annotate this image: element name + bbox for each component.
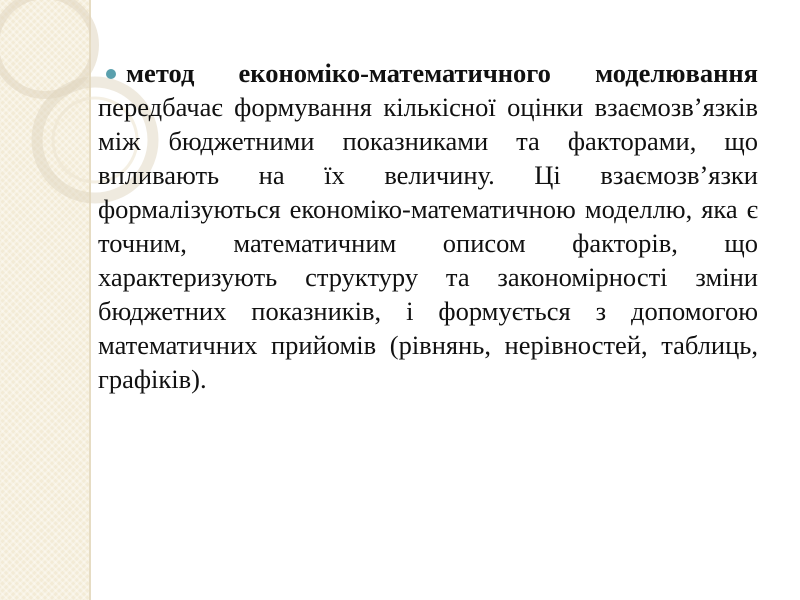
- slide-content: [98, 56, 758, 396]
- paragraph-body: передбачає формування кількісної оцінки взаємозв’язків між бюджетними показниками та факторами, що впливають на їх величину. Ці взаємозв’язки формалізуються економіко-математичною моделлю, яка є точним, математичним описом факторів, що характеризують структуру та закономірності зміни бюджетних показників, і формується з допомогою математичних прийомів (рівнянь, нерівностей, таблиць, графіків).: [98, 92, 758, 394]
- bullet-paragraph: [98, 56, 758, 396]
- bold-term: метод економіко-математичного моделювання: [126, 58, 758, 88]
- bullet-dot-icon: [106, 69, 116, 79]
